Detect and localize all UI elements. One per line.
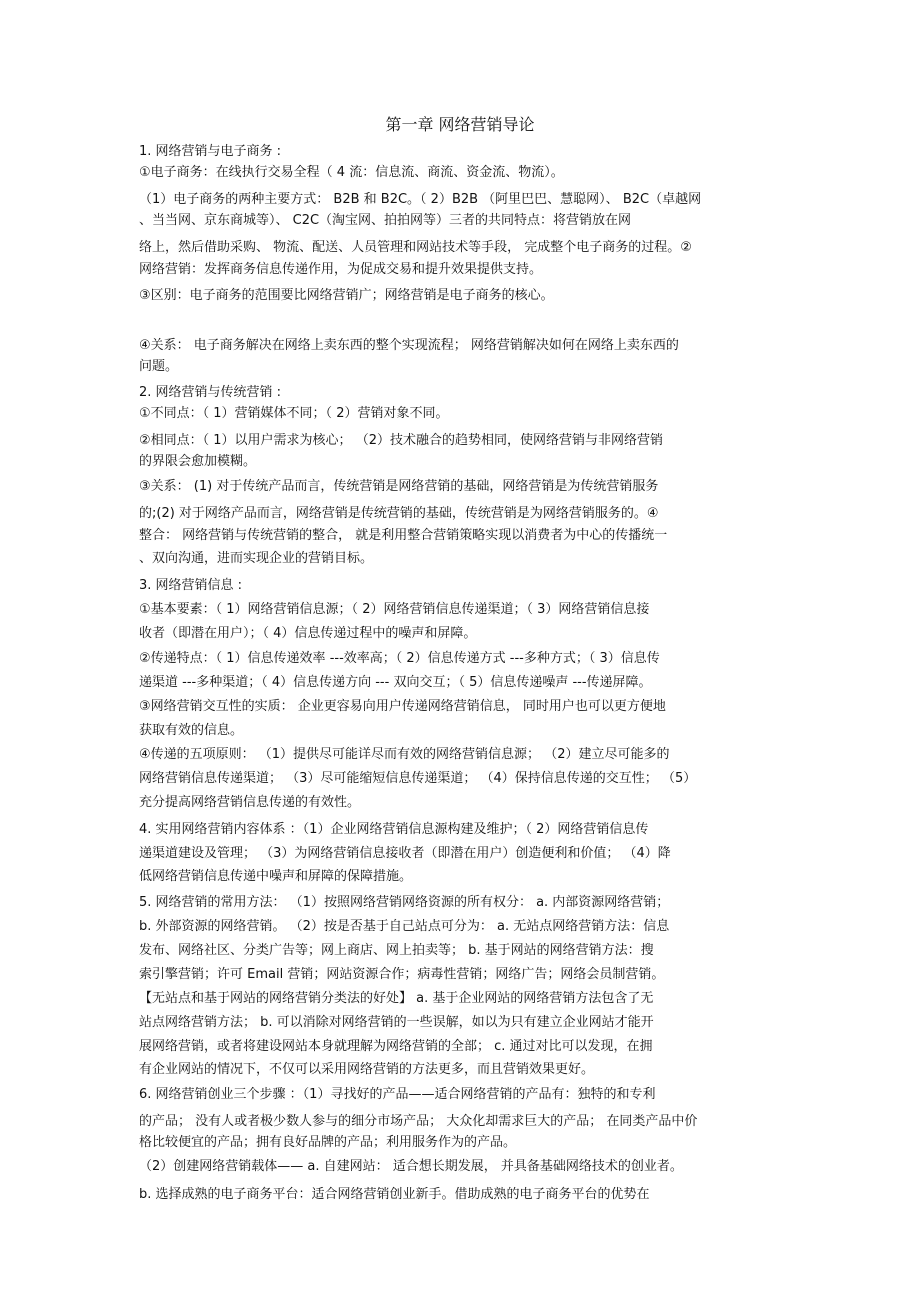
text-line: 3. 网络营销信息 : — [139, 578, 243, 593]
text-line: 的界限会愈加模糊。 — [139, 454, 257, 469]
text-line: 收者（即潜在用户）；（ 4）信息传递过程中的噪声和屏障。 — [139, 626, 477, 641]
text-line: 低网络营销信息传递中噪声和屏障的保障措施。 — [139, 869, 413, 884]
text-line: 5. 网络营销的常用方法： （1）按照网络营销网络资源的所有权分： a. 内部资源网络营销； — [139, 895, 670, 910]
text-line: ④关系： 电子商务解决在网络上卖东西的整个实现流程； 网络营销解决如何在网络上卖东西的 — [139, 338, 679, 353]
text-line: 、双向沟通，进而实现企业的营销目标。 — [139, 551, 374, 566]
text-line: （2）创建网络营销载体—— a. 自建网站： 适合想长期发展， 并具备基础网络技术的创业者。 — [139, 1159, 683, 1174]
text-line: ①电子商务：在线执行交易全程（ 4 流：信息流、商流、资金流、物流）。 — [139, 165, 564, 180]
text-line: 获取有效的信息。 — [139, 723, 244, 738]
text-line: 问题。 — [139, 359, 179, 374]
text-line: 网络营销：发挥商务信息传递作用，为促成交易和提升效果提供支持。 — [139, 262, 543, 277]
chapter-title: 第一章 网络营销导论 — [385, 115, 535, 134]
text-line: （1）电子商务的两种主要方式： B2B 和 B2C。（ 2）B2B （阿里巴巴、慧聪网）、 B2C（卓越网 — [139, 192, 702, 207]
text-line: 4. 实用网络营销内容体系 ：（1）企业网络营销信息源构建及维护；（ 2）网络营销信息传 — [139, 822, 649, 837]
text-line: 络上，然后借助采购、 物流、配送、人员管理和网站技术等手段， 完成整个电子商务的过程。② — [139, 240, 692, 255]
text-line: 、当当网、京东商城等）、 C2C（淘宝网、拍拍网等）三者的共同特点：将营销放在网 — [139, 213, 632, 228]
text-line: ③关系： (1) 对于传统产品而言，传统营销是网络营销的基础，网络营销是为传统营销服务 — [139, 479, 659, 494]
text-line: 索引擎营销；许可 Email 营销；网站资源合作；病毒性营销；网络广告；网络会员制营销。 — [139, 967, 665, 982]
text-line: 的产品； 没有人或者极少数人参与的细分市场产品； 大众化却需求巨大的产品； 在同类产品中价 — [139, 1114, 698, 1129]
text-line: ④传递的五项原则： （1）提供尽可能详尽而有效的网络营销信息源； （2）建立尽可能多的 — [139, 747, 670, 762]
text-line: ②传递特点：（ 1）信息传递效率 ---效率高；（ 2）信息传递方式 ---多种方式；（ 3）信息传 — [139, 651, 660, 666]
text-line: 站点网络营销方法； b. 可以消除对网络营销的一些误解，如以为只有建立企业网站才能开 — [139, 1015, 654, 1030]
text-line: 有企业网站的情况下，不仅可以采用网络营销的方法更多，而且营销效果更好。 — [139, 1062, 595, 1077]
text-line: 【无站点和基于网站的网络营销分类法的好处】 a. 基于企业网站的网络营销方法包含了无 — [139, 991, 654, 1006]
text-line: 的;(2) 对于网络产品而言，网络营销是传统营销的基础，传统营销是为网络营销服务的。④ — [139, 506, 659, 521]
text-line: b. 选择成熟的电子商务平台：适合网络营销创业新手。借助成熟的电子商务平台的优势在 — [139, 1187, 650, 1202]
text-line: 格比较便宜的产品；拥有良好品牌的产品；利用服务作为的产品。 — [139, 1135, 517, 1150]
text-line: 展网络营销，或者将建设网站本身就理解为网络营销的全部； c. 通过对比可以发现，在拥 — [139, 1039, 653, 1054]
text-line: b. 外部资源的网络营销。 （2）按是否基于自己站点可分为： a. 无站点网络营销方法：信息 — [139, 919, 670, 934]
text-line: 1. 网络营销与电子商务 : — [139, 144, 282, 159]
text-line: 充分提高网络营销信息传递的有效性。 — [139, 795, 361, 810]
text-line: 递渠道 ---多种渠道；（ 4）信息传递方向 --- 双向交互；（ 5）信息传递噪声 ---传递屏障。 — [139, 675, 652, 690]
text-line: ②相同点：（ 1）以用户需求为核心； （2）技术融合的趋势相同，使网络营销与非网络营销 — [139, 433, 663, 448]
text-line: ①基本要素：（ 1）网络营销信息源；（ 2）网络营销信息传递渠道；（ 3）网络营销信息接 — [139, 602, 650, 617]
text-line: 网络营销信息传递渠道； （3）尽可能缩短信息传递渠道； （4）保持信息传递的交互性； （5） — [139, 771, 697, 786]
text-line: 发布、网络社区、分类广告等；网上商店、网上拍卖等； b. 基于网站的网络营销方法：搜 — [139, 943, 654, 958]
text-line: 2. 网络营销与传统营销 : — [139, 385, 282, 400]
text-line: 6. 网络营销创业三个步骤 ：（1）寻找好的产品——适合网络营销的产品有：独特的和专利 — [139, 1087, 656, 1102]
text-line: ③网络营销交互性的实质： 企业更容易向用户传递网络营销信息， 同时用户也可以更方便地 — [139, 699, 666, 714]
text-line: ①不同点：（ 1）营销媒体不同；（ 2）营销对象不同。 — [139, 406, 449, 421]
text-line: ③区别：电子商务的范围要比网络营销广；网络营销是电子商务的核心。 — [139, 288, 554, 303]
text-line: 整合： 网络营销与传统营销的整合， 就是利用整合营销策略实现以消费者为中心的传播统一 — [139, 528, 668, 543]
text-line: 递渠道建设及管理； （3）为网络营销信息接收者（即潜在用户）创造便利和价值； （4）降 — [139, 846, 671, 861]
